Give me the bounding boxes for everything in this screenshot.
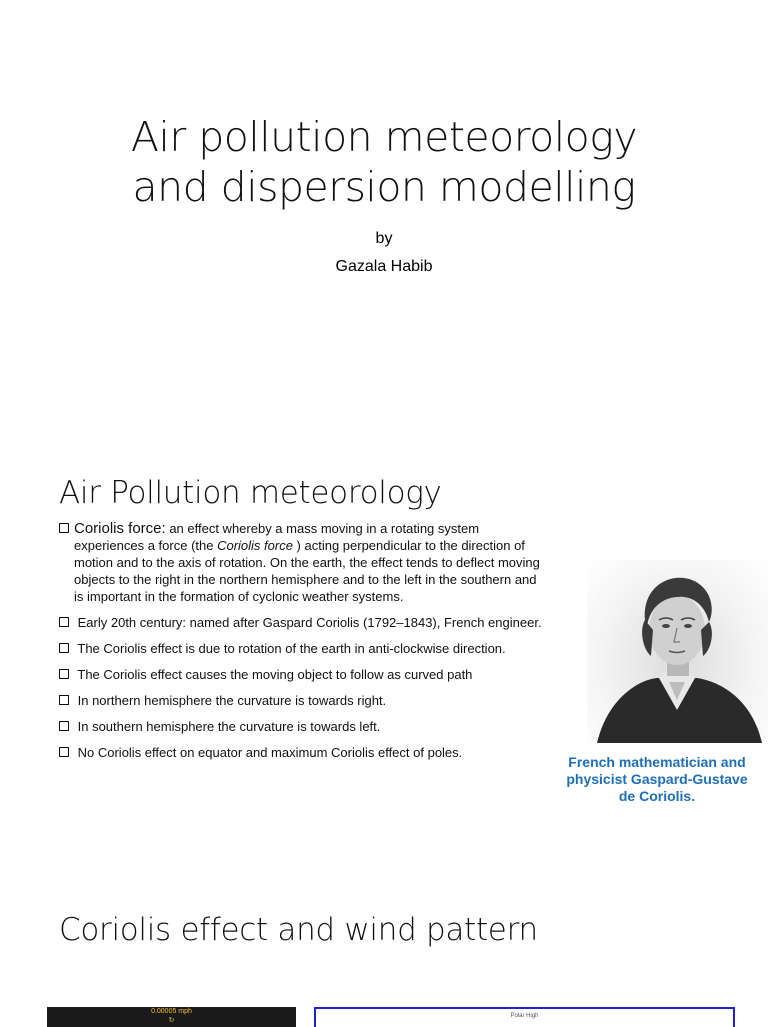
wind-pattern-image — [314, 1007, 735, 1027]
bullet-text: In southern hemisphere the curvature is towards left. — [77, 719, 381, 734]
by-label: by — [375, 230, 393, 247]
slide-heading: Coriolis effect and wind pattern — [59, 912, 538, 948]
bullet-text: No Coriolis effect on equator and maximum Coriolis effect of poles. — [77, 745, 463, 760]
author-name: Gazala Habib — [335, 258, 433, 275]
speed-label: 0.00005 mph — [151, 1008, 192, 1015]
bullet-item — [59, 666, 549, 683]
bullet-item — [59, 614, 549, 631]
portrait-caption: French mathematician and physicist Gaspard-Gustave de Coriolis. — [566, 754, 748, 804]
slide-heading: Air Pollution meteorology — [59, 475, 442, 511]
polar-high-label: Polar High — [510, 1013, 539, 1019]
coriolis-diagram-image — [47, 1007, 296, 1027]
coriolis-label: Coriolis force: — [74, 520, 166, 537]
bullet-text: The Coriolis effect causes the moving object to follow as curved path — [77, 667, 473, 682]
checkbox-bullet-icon — [59, 721, 69, 731]
title-line-1: Air pollution meteorology — [130, 113, 638, 161]
coriolis-definition-a: an effect whereby a mass moving in a rotating system experiences a force (the — [74, 521, 480, 553]
bullet-list — [59, 520, 549, 770]
checkbox-bullet-icon — [59, 669, 69, 679]
bullet-text: The Coriolis effect is due to rotation of the earth in anti-clockwise direction. — [77, 641, 506, 656]
checkbox-bullet-icon — [59, 695, 69, 705]
content-slide — [0, 455, 768, 875]
wind-pattern-slide — [0, 895, 768, 1024]
bullet-item — [59, 520, 549, 605]
coriolis-definition-em: Coriolis force — [217, 538, 293, 553]
bullet-item — [59, 718, 549, 735]
coriolis-definition-b: ) acting perpendicular to the direction of motion and to the axis of rotation. On the earth, the effect tends to deflect moving objects to the right in the northern hemisphere and to the left in the southern and is important in the formation of cyclonic weather systems. — [74, 538, 540, 604]
checkbox-bullet-icon — [59, 747, 69, 757]
bullet-item — [59, 640, 549, 657]
title-line-2: and dispersion modelling — [132, 163, 636, 211]
bullet-text: Early 20th century: named after Gaspard Coriolis (1792–1843), French engineer. — [77, 615, 542, 630]
checkbox-bullet-icon — [59, 523, 69, 533]
checkbox-bullet-icon — [59, 643, 69, 653]
bullet-item — [59, 692, 549, 709]
coriolis-portrait-image — [587, 560, 768, 743]
curved-arrow-icon: ↻ — [168, 1017, 175, 1024]
title-slide — [0, 0, 768, 440]
bullet-text: In northern hemisphere the curvature is towards right. — [77, 693, 387, 708]
bullet-item — [59, 744, 549, 761]
checkbox-bullet-icon — [59, 617, 69, 627]
presentation-title — [0, 112, 768, 212]
